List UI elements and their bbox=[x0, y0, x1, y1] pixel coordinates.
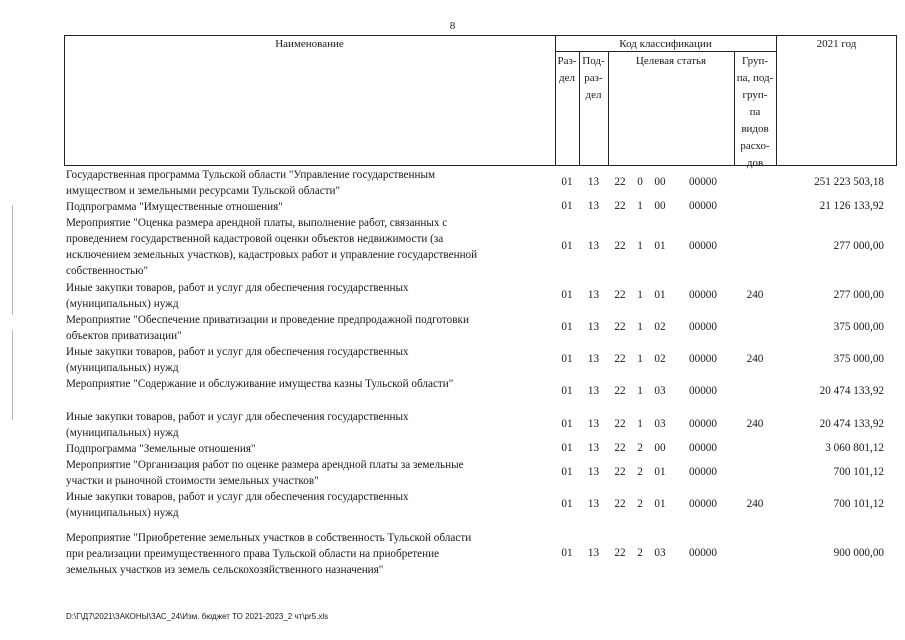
row-code-t1: 22 bbox=[614, 466, 626, 478]
row-code-r: 01 bbox=[561, 200, 573, 212]
row-name bbox=[66, 215, 548, 279]
row-code-t1: 22 bbox=[614, 418, 626, 430]
row-name-line: Иные закупки товаров, работ и услуг для обеспечения государственных bbox=[66, 346, 409, 358]
row-code-t4: 00000 bbox=[689, 240, 717, 252]
row-code-t2: 1 bbox=[637, 200, 643, 212]
row-name bbox=[66, 280, 548, 312]
row-name-line: исключением земельных участков), кадастровых работ и управление государственной bbox=[66, 249, 478, 261]
row-code-t4: 00000 bbox=[689, 466, 717, 478]
row-code-t2: 2 bbox=[637, 466, 643, 478]
row-code-t2: 1 bbox=[637, 385, 643, 397]
row-name bbox=[66, 167, 548, 199]
row-amount: 277 000,00 bbox=[833, 289, 884, 301]
row-code-pr: 13 bbox=[587, 240, 600, 252]
row-code-t1: 22 bbox=[614, 176, 626, 188]
header-razdel: Раз- дел bbox=[557, 55, 577, 84]
row-code-t2: 1 bbox=[637, 321, 643, 333]
row-name bbox=[66, 489, 548, 521]
row-code-t3: 02 bbox=[654, 321, 666, 333]
row-name-line: Мероприятие "Обеспечение приватизации и проведение предпродажной подготовки bbox=[66, 314, 469, 326]
row-name-line: Мероприятие "Оценка размера арендной платы, выполнение работ, связанных с bbox=[66, 217, 448, 229]
row-name bbox=[66, 409, 548, 441]
row-name-line: при реализации преимущественного права Тульской области на приобретение bbox=[66, 548, 440, 560]
row-code-t3: 01 bbox=[654, 289, 666, 301]
row-code-pr: 13 bbox=[587, 176, 600, 188]
row-code-t4: 00000 bbox=[689, 547, 717, 559]
table-row bbox=[66, 457, 896, 489]
table-row bbox=[66, 441, 896, 457]
row-code-t2: 1 bbox=[637, 289, 643, 301]
row-code-pr: 13 bbox=[587, 466, 600, 478]
file-path-footer: D:\Г\Д7\2021\ЗАКОНЫ\ЗАС_24\Изм. бюджет ТО 2021-2023_2 чт\pr5.xls bbox=[66, 612, 329, 621]
row-code-r: 01 bbox=[561, 385, 573, 397]
row-name-line: Мероприятие "Приобретение земельных участков в собственность Тульской области bbox=[66, 532, 472, 544]
row-code-t2: 1 bbox=[637, 353, 643, 365]
row-code-r: 01 bbox=[561, 176, 573, 188]
row-name-line: земельных участков из земель сельскохозяйственного назначения" bbox=[66, 564, 384, 576]
row-code-t2: 2 bbox=[637, 547, 643, 559]
row-name-line: Мероприятие "Организация работ по оценке размера арендной платы за земельные bbox=[66, 459, 464, 471]
row-amount: 21 126 133,92 bbox=[819, 200, 884, 212]
row-code-pr: 13 bbox=[587, 321, 600, 333]
row-code-r: 01 bbox=[561, 547, 573, 559]
row-name-line: Иные закупки товаров, работ и услуг для обеспечения государственных bbox=[66, 411, 409, 423]
table-row bbox=[66, 489, 896, 521]
table-row bbox=[66, 376, 896, 408]
row-name bbox=[66, 312, 548, 344]
row-code-v: 240 bbox=[746, 418, 764, 430]
row-code-t2: 0 bbox=[637, 176, 643, 188]
row-name-line: Мероприятие "Содержание и обслуживание имущества казны Тульской области" bbox=[66, 378, 454, 390]
table-row bbox=[66, 344, 896, 376]
row-code-t1: 22 bbox=[614, 498, 626, 510]
row-code-t3: 01 bbox=[654, 466, 666, 478]
row-code-t2: 2 bbox=[637, 498, 643, 510]
row-name-line: собственностью" bbox=[66, 265, 149, 277]
row-name bbox=[66, 530, 548, 578]
row-code-t2: 1 bbox=[637, 418, 643, 430]
row-amount: 20 474 133,92 bbox=[819, 385, 884, 397]
table-row bbox=[66, 530, 896, 578]
row-code-v: 240 bbox=[746, 289, 764, 301]
row-code-t3: 03 bbox=[654, 547, 666, 559]
row-name bbox=[66, 441, 548, 457]
row-code-pr: 13 bbox=[587, 200, 600, 212]
header-podrazdel: Под- раз- дел bbox=[582, 55, 605, 101]
row-name-line: участки и рыночной стоимости земельных участков" bbox=[66, 475, 319, 487]
row-name bbox=[66, 376, 548, 392]
row-amount: 3 060 801,12 bbox=[825, 442, 884, 454]
row-code-pr: 13 bbox=[587, 498, 600, 510]
row-code-t3: 01 bbox=[654, 240, 666, 252]
table-row bbox=[66, 409, 896, 441]
row-code-t1: 22 bbox=[614, 200, 626, 212]
row-name-line: (муниципальных) нужд bbox=[66, 362, 179, 374]
row-code-t1: 22 bbox=[614, 385, 626, 397]
header-divider bbox=[776, 35, 777, 166]
row-amount: 700 101,12 bbox=[833, 498, 884, 510]
row-code-pr: 13 bbox=[587, 547, 600, 559]
row-code-t3: 00 bbox=[654, 200, 666, 212]
header-name: Наименование bbox=[275, 38, 344, 50]
table-row bbox=[66, 215, 896, 279]
header-code-classification: Код классификации bbox=[619, 38, 712, 50]
row-name-line: объектов приватизации" bbox=[66, 330, 182, 342]
row-code-t3: 03 bbox=[654, 385, 666, 397]
row-name-line: (муниципальных) нужд bbox=[66, 427, 179, 439]
row-amount: 375 000,00 bbox=[833, 321, 884, 333]
row-code-t1: 22 bbox=[614, 321, 626, 333]
row-code-r: 01 bbox=[561, 418, 573, 430]
row-code-t1: 22 bbox=[614, 240, 626, 252]
table-row bbox=[66, 167, 896, 199]
row-code-t4: 00000 bbox=[689, 353, 717, 365]
row-code-r: 01 bbox=[561, 442, 573, 454]
header-year: 2021 год bbox=[816, 38, 857, 50]
row-code-t3: 01 bbox=[654, 498, 666, 510]
row-code-t4: 00000 bbox=[689, 200, 717, 212]
row-name-line: проведением государственной кадастровой оценки объектов недвижимости (за bbox=[66, 233, 444, 245]
row-code-t1: 22 bbox=[614, 442, 626, 454]
row-code-pr: 13 bbox=[587, 442, 600, 454]
row-code-t4: 00000 bbox=[689, 176, 717, 188]
row-code-t2: 2 bbox=[637, 442, 643, 454]
row-name-line: (муниципальных) нужд bbox=[66, 507, 179, 519]
row-code-r: 01 bbox=[561, 240, 573, 252]
row-amount: 277 000,00 bbox=[833, 240, 884, 252]
row-name-line: Иные закупки товаров, работ и услуг для обеспечения государственных bbox=[66, 282, 409, 294]
row-code-t3: 02 bbox=[654, 353, 666, 365]
table-row bbox=[66, 280, 896, 312]
row-code-v: 240 bbox=[746, 353, 764, 365]
row-name-line: Подпрограмма "Земельные отношения" bbox=[66, 443, 256, 455]
row-code-v: 240 bbox=[746, 498, 764, 510]
row-code-t3: 00 bbox=[654, 176, 666, 188]
row-amount: 251 223 503,18 bbox=[814, 176, 884, 188]
row-code-t2: 1 bbox=[637, 240, 643, 252]
row-amount: 900 000,00 bbox=[833, 547, 884, 559]
row-code-r: 01 bbox=[561, 498, 573, 510]
row-code-r: 01 bbox=[561, 466, 573, 478]
row-amount: 700 101,12 bbox=[833, 466, 884, 478]
row-code-t1: 22 bbox=[614, 289, 626, 301]
row-name-line: имуществом и земельными ресурсами Тульской области" bbox=[66, 185, 341, 197]
row-amount: 375 000,00 bbox=[833, 353, 884, 365]
row-code-t4: 00000 bbox=[689, 289, 717, 301]
row-code-r: 01 bbox=[561, 289, 573, 301]
row-code-t4: 00000 bbox=[689, 385, 717, 397]
row-code-t4: 00000 bbox=[689, 321, 717, 333]
row-name bbox=[66, 344, 548, 376]
scan-mark bbox=[12, 330, 13, 420]
row-name-line: Государственная программа Тульской области "Управление государственным bbox=[66, 169, 436, 181]
row-code-r: 01 bbox=[561, 353, 573, 365]
row-name-line: (муниципальных) нужд bbox=[66, 298, 179, 310]
header-group: Груп- па, под- груп- па видов расхо- дов bbox=[736, 55, 774, 169]
table-row bbox=[66, 312, 896, 344]
row-code-t3: 03 bbox=[654, 418, 666, 430]
row-code-pr: 13 bbox=[587, 289, 600, 301]
page-number: 8 bbox=[449, 20, 456, 32]
row-name-line: Подпрограмма "Имущественные отношения" bbox=[66, 201, 283, 213]
row-code-t4: 00000 bbox=[689, 498, 717, 510]
row-code-pr: 13 bbox=[587, 353, 600, 365]
row-name bbox=[66, 457, 548, 489]
row-code-t1: 22 bbox=[614, 547, 626, 559]
row-code-t4: 00000 bbox=[689, 418, 717, 430]
row-code-t3: 00 bbox=[654, 442, 666, 454]
row-amount: 20 474 133,92 bbox=[819, 418, 884, 430]
row-name bbox=[66, 199, 548, 215]
table-row bbox=[66, 199, 896, 215]
header-target-article: Целевая статья bbox=[635, 55, 707, 67]
scan-mark bbox=[12, 205, 13, 315]
row-code-pr: 13 bbox=[587, 385, 600, 397]
row-name-line: Иные закупки товаров, работ и услуг для обеспечения государственных bbox=[66, 491, 409, 503]
row-code-t4: 00000 bbox=[689, 442, 717, 454]
row-code-pr: 13 bbox=[587, 418, 600, 430]
row-code-r: 01 bbox=[561, 321, 573, 333]
row-code-t1: 22 bbox=[614, 353, 626, 365]
